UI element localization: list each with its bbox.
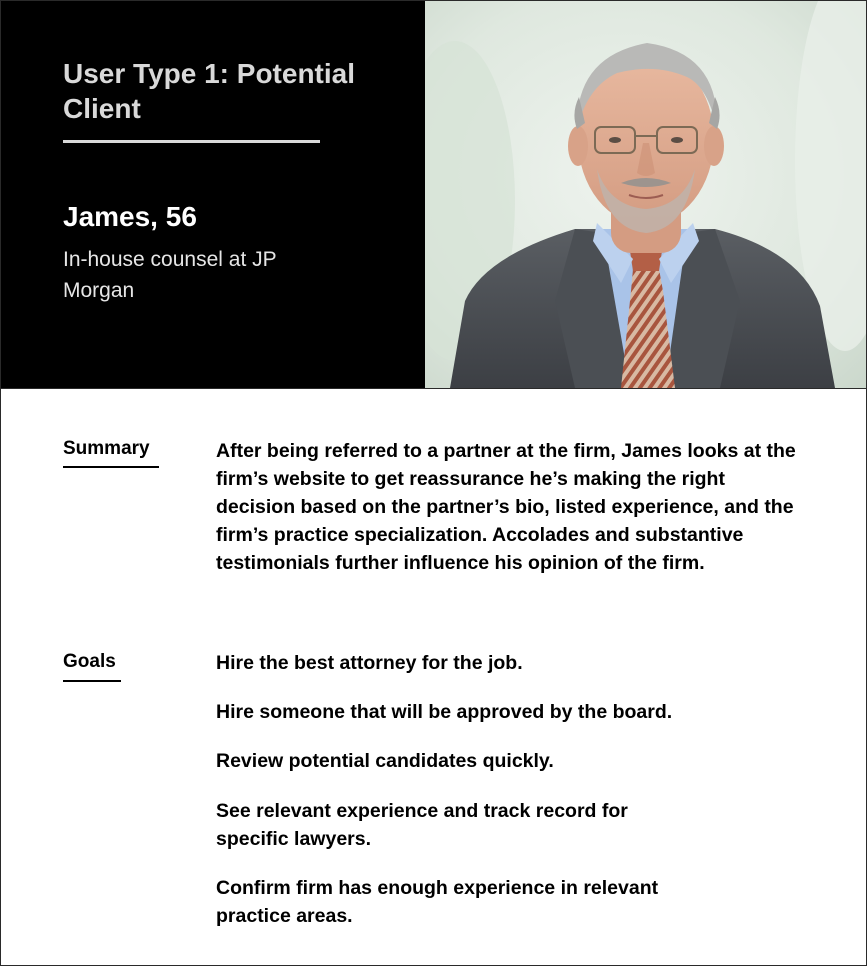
- persona-header: [1, 1, 866, 389]
- portrait-photo: [425, 1, 866, 388]
- title-underline: [63, 140, 320, 143]
- persona-header-panel: [1, 1, 425, 388]
- goals-label: Goals: [63, 651, 116, 672]
- goal-item: Review potential candidates quickly.: [216, 750, 554, 772]
- summary-text: After being referred to a partner at the firm, James looks at the firm’s website to get reassurance he’s making the right decision based on the partner’s bio, listed experience, and the firm’s practice specialization. Accolades and substantive testimonials further influence his opinion of the firm.: [216, 440, 796, 574]
- user-type-title: User Type 1: Potential Client: [63, 58, 356, 124]
- goal-item: Hire someone that will be approved by the board.: [216, 701, 673, 723]
- summary-label: Summary: [63, 438, 150, 459]
- goal-item: See relevant experience and track record for specific lawyers.: [216, 800, 628, 850]
- goal-item: Confirm firm has enough experience in relevant practice areas.: [216, 877, 659, 927]
- goals-underline: [63, 680, 121, 682]
- goal-item: Hire the best attorney for the job.: [216, 652, 523, 674]
- persona-name: James, 56: [63, 201, 197, 232]
- persona-role: In-house counsel at JP Morgan: [63, 248, 277, 302]
- summary-underline: [63, 466, 159, 468]
